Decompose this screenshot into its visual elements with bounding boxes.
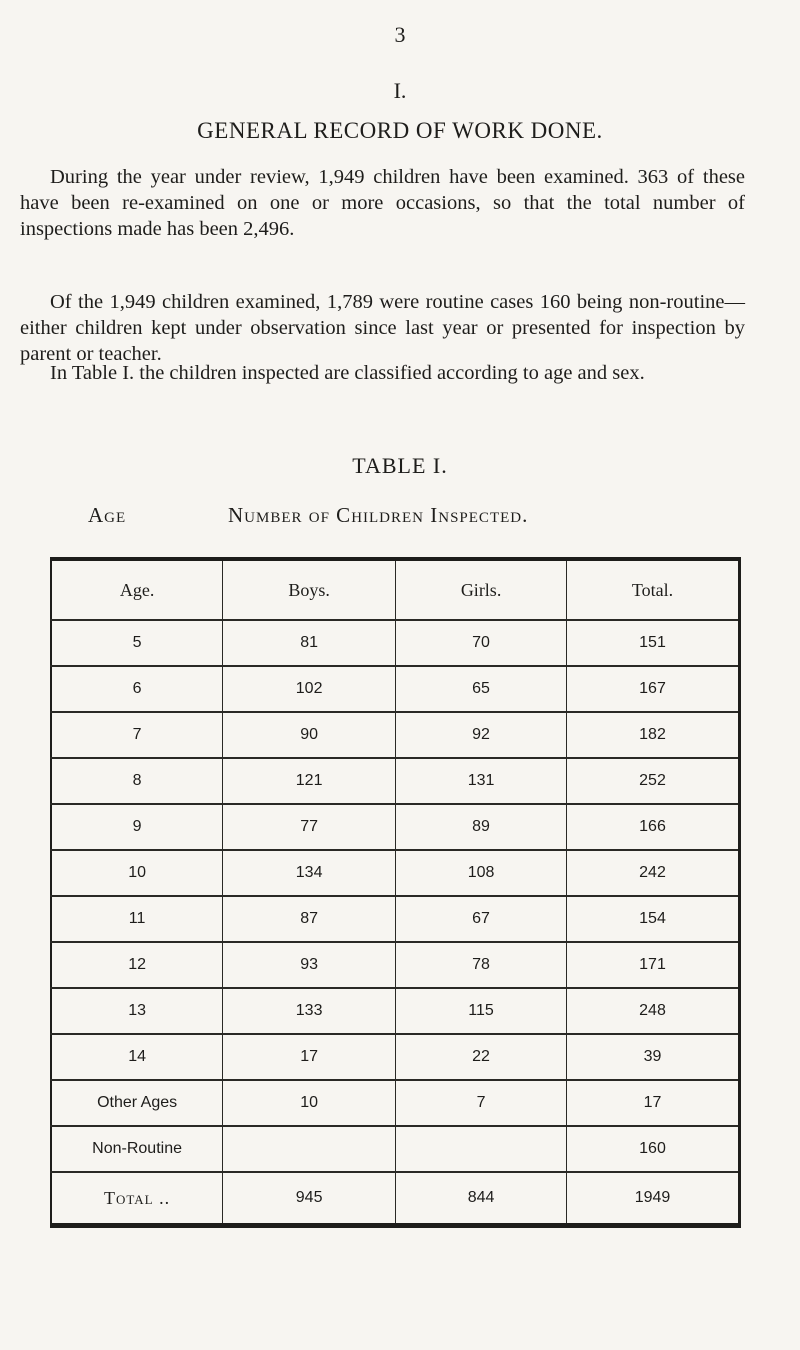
cell-girls: 131 — [396, 758, 567, 804]
cell-age: 7 — [51, 712, 223, 758]
header-total: Total. — [567, 559, 740, 620]
cell-girls: 108 — [396, 850, 567, 896]
cell-boys: 121 — [223, 758, 396, 804]
cell-grand-total: 1949 — [567, 1172, 740, 1226]
cell-girls: 67 — [396, 896, 567, 942]
cell-girls: 92 — [396, 712, 567, 758]
cell-boys-total: 945 — [223, 1172, 396, 1226]
header-age: Age. — [119, 579, 155, 600]
cell-boys: 90 — [223, 712, 396, 758]
cell-total: 160 — [567, 1126, 740, 1172]
table-row — [51, 942, 740, 988]
table-row — [51, 620, 740, 666]
table-title: TABLE I. — [352, 453, 448, 478]
cell-boys: 10 — [223, 1080, 396, 1126]
section-title: GENERAL RECORD OF WORK DONE. — [197, 118, 603, 143]
cell-total: 151 — [567, 620, 740, 666]
cell-total: 17 — [567, 1080, 740, 1126]
cell-girls: 7 — [396, 1080, 567, 1126]
cell-girls-total: 844 — [396, 1172, 567, 1226]
header-boys: Boys. — [223, 559, 396, 620]
cell-total: 242 — [567, 850, 740, 896]
cell-boys — [223, 1126, 396, 1172]
cell-age: 10 — [51, 850, 223, 896]
cell-age: 9 — [51, 804, 223, 850]
cell-age: 6 — [51, 666, 223, 712]
cell-boys: 93 — [223, 942, 396, 988]
cell-total: 39 — [567, 1034, 740, 1080]
cell-boys: 77 — [223, 804, 396, 850]
cell-age: 14 — [51, 1034, 223, 1080]
table-row — [51, 804, 740, 850]
table-row — [51, 712, 740, 758]
cell-boys: 133 — [223, 988, 396, 1034]
children-inspected-table — [50, 557, 741, 1228]
table-row — [51, 850, 740, 896]
cell-age: Other Ages — [51, 1080, 223, 1126]
cell-total: 167 — [567, 666, 740, 712]
cell-boys: 87 — [223, 896, 396, 942]
table-row — [51, 666, 740, 712]
cell-age: 11 — [51, 896, 223, 942]
paragraph-routine-cases: Of the 1,949 children examined, 1,789 were routine cases 160 being non-routine—either children kept under observation since last year or presented for inspection by parent or teacher. — [20, 291, 745, 365]
header-girls: Girls. — [396, 559, 567, 620]
table-caption-age: Age — [88, 503, 127, 527]
cell-girls: 115 — [396, 988, 567, 1034]
cell-age: Non-Routine — [51, 1126, 223, 1172]
table-row — [51, 758, 740, 804]
cell-girls: 70 — [396, 620, 567, 666]
paragraph-table-intro: In Table I. the children inspected are classified according to age and sex. — [50, 362, 645, 384]
table-row — [51, 1126, 740, 1172]
cell-girls: 78 — [396, 942, 567, 988]
cell-total: 248 — [567, 988, 740, 1034]
cell-girls: 65 — [396, 666, 567, 712]
cell-age: 12 — [51, 942, 223, 988]
table-row — [51, 1034, 740, 1080]
cell-girls: 22 — [396, 1034, 567, 1080]
cell-total: 166 — [567, 804, 740, 850]
cell-boys: 134 — [223, 850, 396, 896]
cell-total: 182 — [567, 712, 740, 758]
table-row — [51, 988, 740, 1034]
cell-boys: 17 — [223, 1034, 396, 1080]
table-header-row — [51, 559, 740, 620]
cell-total: 252 — [567, 758, 740, 804]
cell-boys: 81 — [223, 620, 396, 666]
cell-total: 154 — [567, 896, 740, 942]
paragraph-examinations: During the year under review, 1,949 children have been examined. 363 of these have been re-examined on one or more occasions, so that the total number of inspections made has been 2,496. — [20, 166, 745, 240]
section-number: I. — [393, 78, 407, 103]
table-row — [51, 896, 740, 942]
cell-total-label: Total .. — [51, 1172, 223, 1226]
cell-boys: 102 — [223, 666, 396, 712]
table-total-row — [51, 1172, 740, 1226]
table-caption-heading: Number of Children Inspected. — [228, 503, 529, 527]
cell-total: 171 — [567, 942, 740, 988]
page-number: 3 — [394, 22, 406, 47]
table-row — [51, 1080, 740, 1126]
cell-girls: 89 — [396, 804, 567, 850]
cell-age: 8 — [51, 758, 223, 804]
cell-age: 13 — [51, 988, 223, 1034]
cell-age: 5 — [51, 620, 223, 666]
cell-girls — [396, 1126, 567, 1172]
